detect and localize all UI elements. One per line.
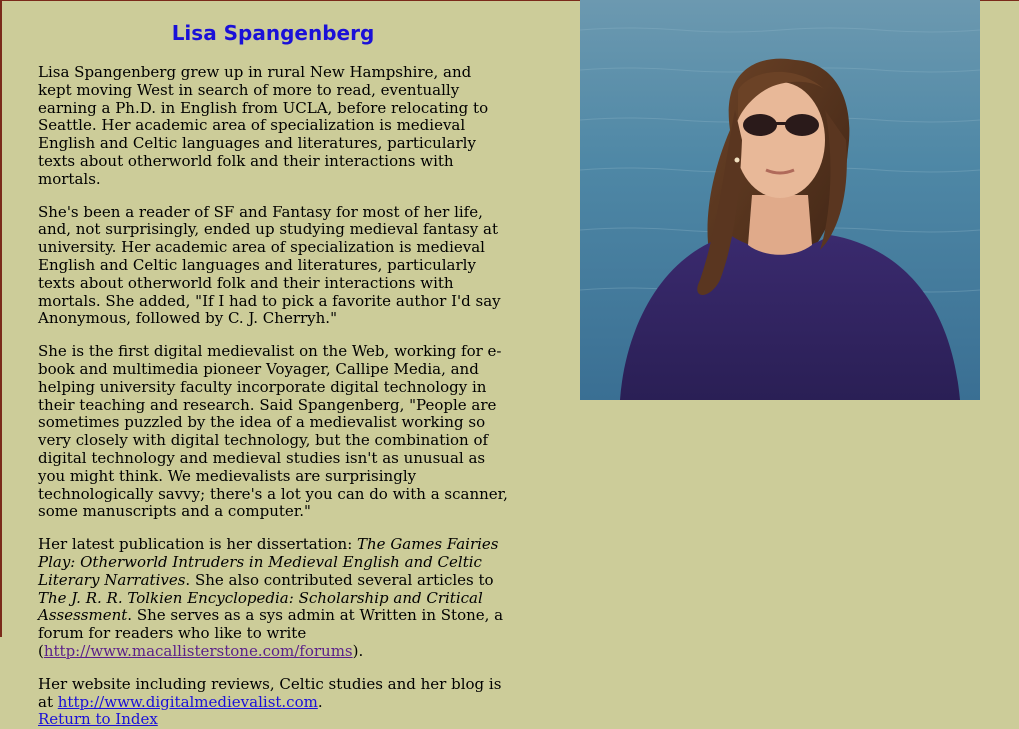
bio-paragraph-3: She is the first digital medievalist on the Web, working for e-book and multimedia pioneer Voyager, Callipe Media, and helping university faculty incorporate digital technology in their teaching and research. Said Spangenberg, "People are sometimes puzzled by the idea of a medievalist working so very closely with digital technology, but the combination of digital technology and medieval studies isn't as unusual as you might think. We medievalists are surprisingly technologically savvy; there's a lot you can do with a scanner, some manuscripts and a computer." <box>38 342 508 521</box>
return-to-index-link[interactable]: Return to Index <box>38 710 158 729</box>
publication-text-4: ). <box>352 641 364 660</box>
website-text-2: . <box>317 692 323 711</box>
publication-text-2: . She also contributed several articles to <box>185 570 494 589</box>
bio-paragraph-4 <box>38 536 508 661</box>
dissertation-title: The Games Fairies Play: Otherworld Intruders in Medieval English and Celtic Literary Narratives <box>38 535 499 589</box>
page-title: Lisa Spangenberg <box>171 21 375 45</box>
encyclopedia-title: The J. R. R. Tolkien Encyclopedia: Scholarship and Critical Assessment <box>38 588 483 625</box>
left-border <box>0 0 2 637</box>
publication-text-1: Her latest publication is her dissertation: <box>38 535 358 554</box>
main-content <box>38 18 508 729</box>
bio-paragraph-5 <box>38 676 508 729</box>
website-link[interactable]: http://www.digitalmedievalist.com <box>57 692 318 711</box>
author-photo-illustration <box>580 0 980 400</box>
forum-link[interactable]: http://www.macallisterstone.com/forums <box>43 641 353 660</box>
website-text-1: Her website including reviews, Celtic studies and her blog is at <box>38 674 502 711</box>
bio-paragraph-2: She's been a reader of SF and Fantasy for most of her life, and, not surprisingly, ended up studying medieval fantasy at university. Her academic area of specialization is medieval English and Celtic languages and literatures, particularly texts about otherworld folk and their interactions with mortals. She added, "If I had to pick a favorite author I'd say Anonymous, followed by C. J. Cherryh." <box>38 202 501 328</box>
bio-paragraph-1: Lisa Spangenberg grew up in rural New Hampshire, and kept moving West in search of more to read, eventually earning a Ph.D. in English from UCLA, before relocating to Seattle. Her academic area of specialization is medieval English and Celtic languages and literatures, particularly texts about otherworld folk and their interactions with mortals. <box>38 63 489 188</box>
author-photo <box>580 0 980 400</box>
publication-text-3: . She serves as a sys admin at Written in Stone, a forum for readers who like to write ( <box>38 606 504 660</box>
